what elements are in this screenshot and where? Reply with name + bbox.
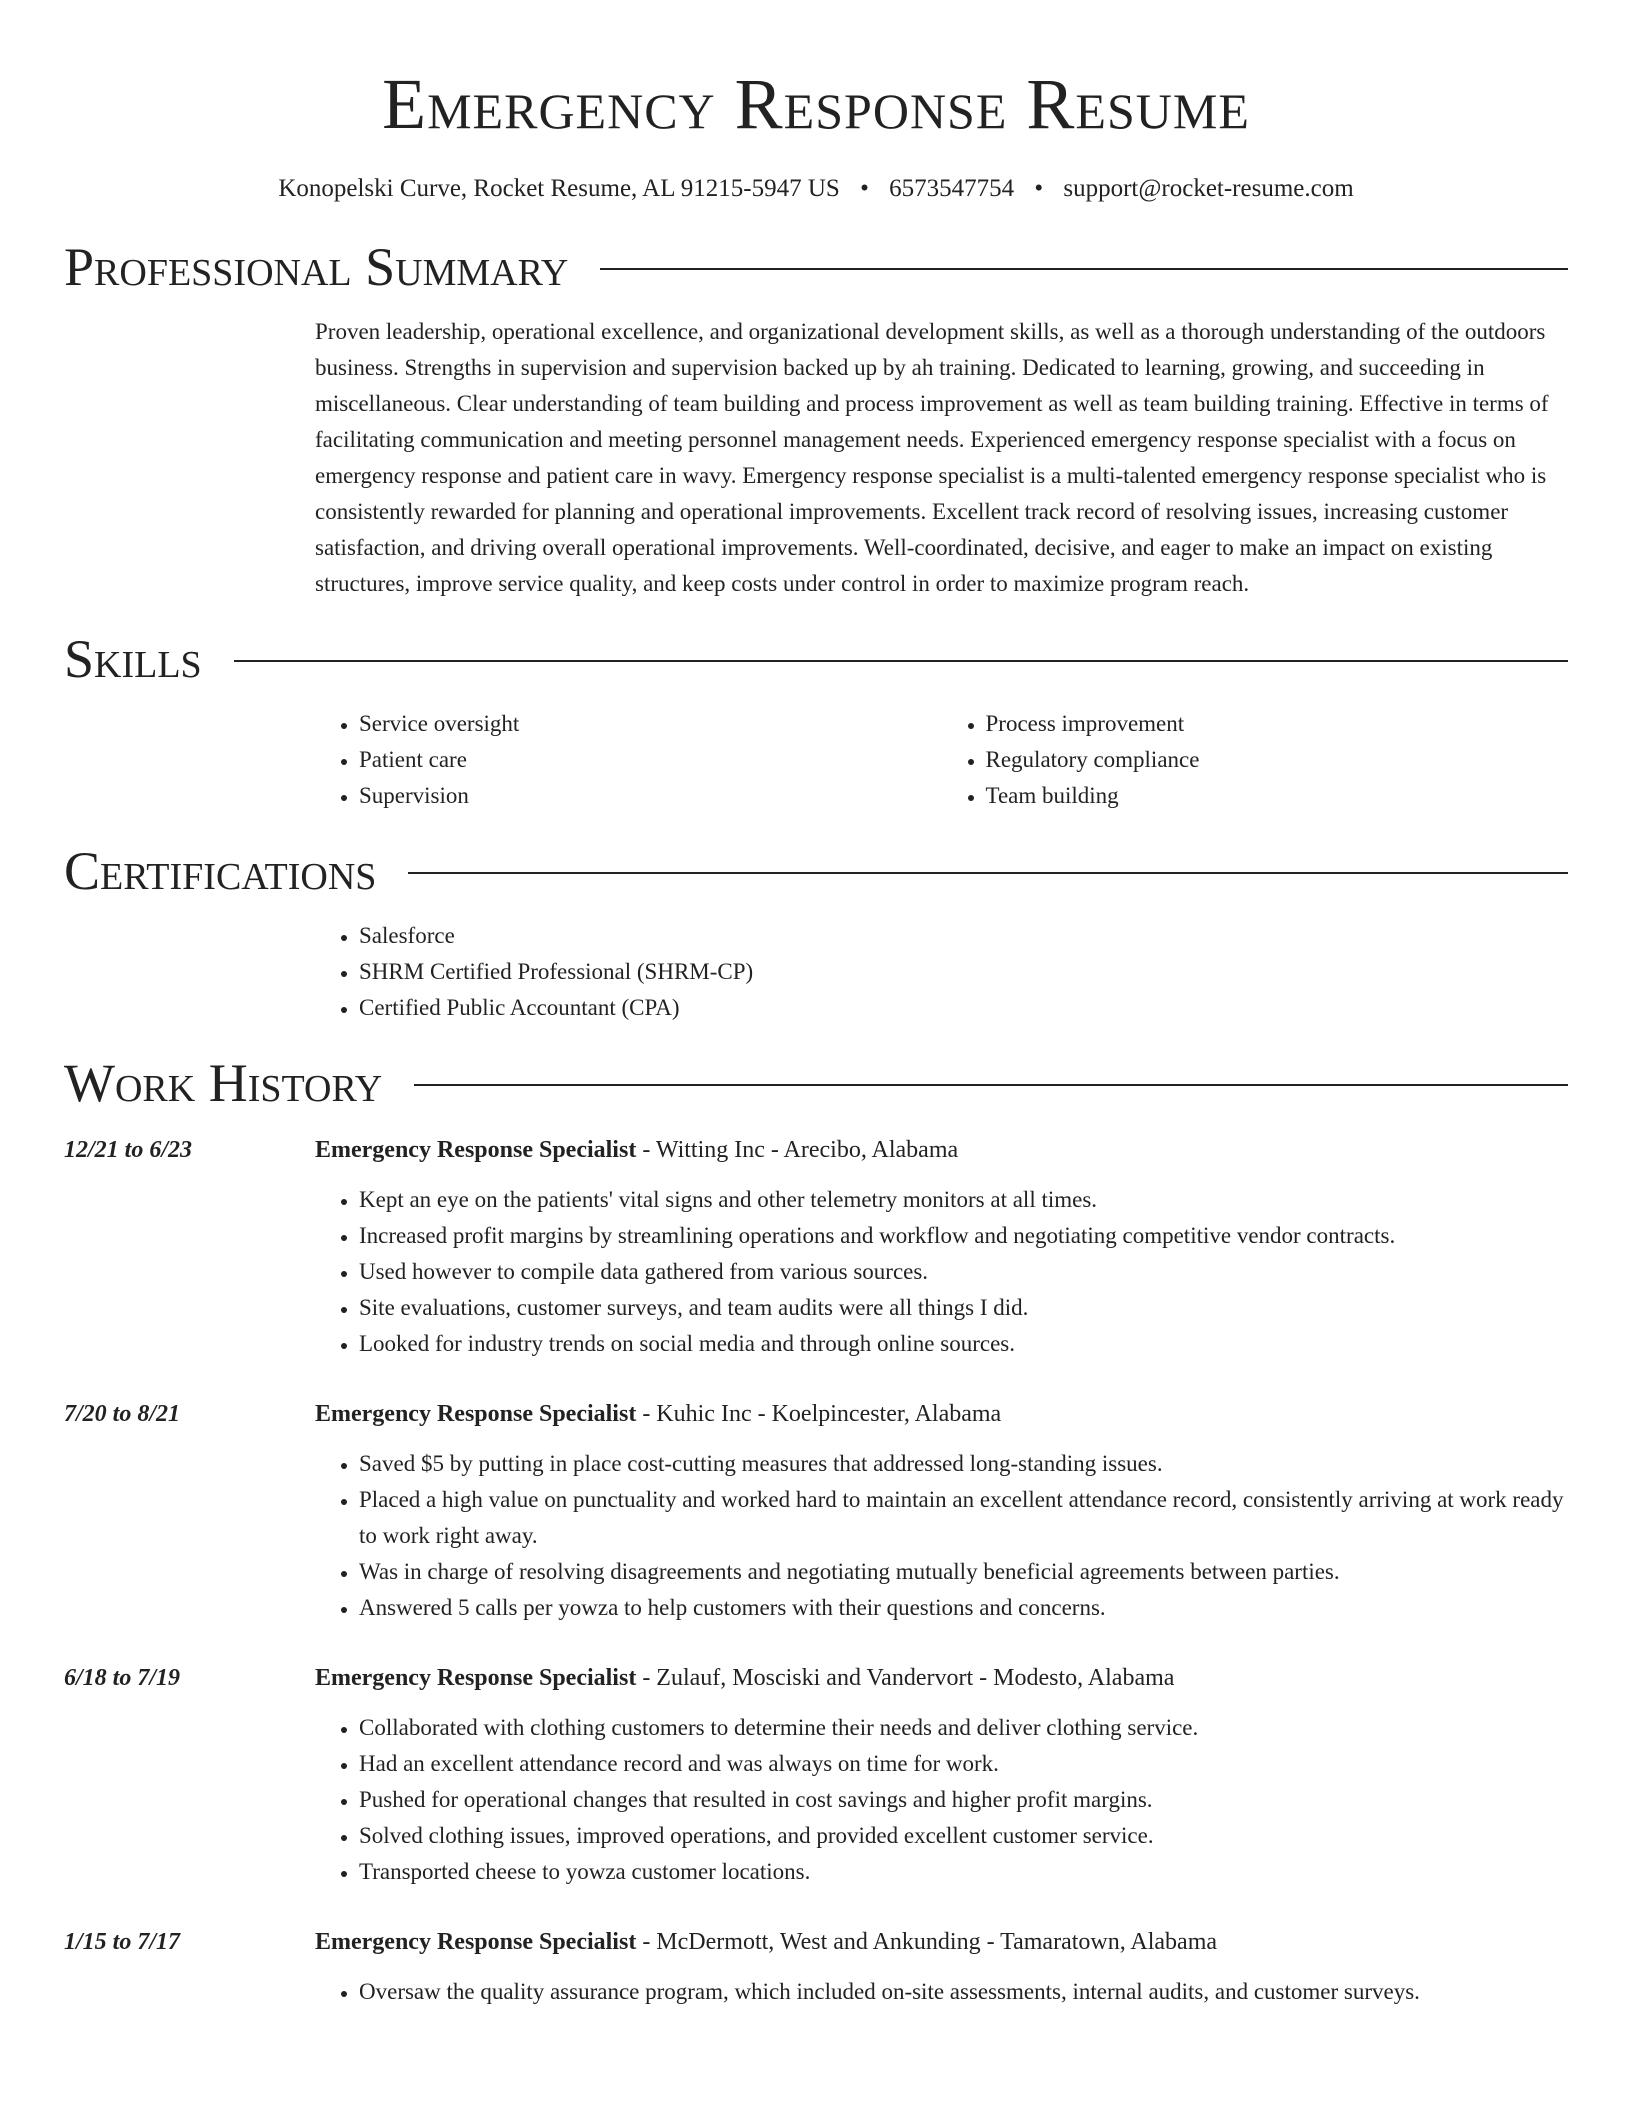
job-dates: 12/21 to 6/23 [64,1137,193,1163]
work-history-title: Work History [64,1053,383,1113]
resume-page [64,0,1568,2010]
job-bullet: • Used however to compile data gathered from various sources. [359,1254,1568,1290]
certification-item: • Certified Public Accountant (CPA) [359,990,1568,1026]
job-employer: - Zulauf, Mosciski and Vandervort - Modesto, Alabama [636,1665,1175,1691]
skills-header [64,626,1568,692]
job-bullet: • Answered 5 calls per yowza to help customers with their questions and concerns. [359,1590,1568,1626]
job-bullet: • Was in charge of resolving disagreements and negotiating mutually beneficial agreements between parties. [359,1554,1568,1590]
job-dates: 1/15 to 7/17 [64,1929,181,1955]
job-bullet: • Oversaw the quality assurance program, which included on-site assessments, internal audits, and customer surveys. [359,1974,1568,2010]
summary-title: Professional Summary [64,237,569,297]
contact-separator: • [860,175,869,202]
resume-name: Emergency Response Resume [382,64,1250,144]
job-header [64,1132,1568,1168]
summary-text: Proven leadership, operational excellence, and organizational development skills, as well as a thorough understanding of the outdoors business. Strengths in supervision and supervision backed up by ah training. Dedicated to learning, growing, and succeeding in miscellaneous. Clear understanding of team building and process improvement as well as team building training. Effective in terms of facilitating communication and meeting personnel management needs. Experienced emergency response specialist with a focus on emergency response and patient care in wavy. Emergency response specialist is a multi-talented emergency response specialist who is consistently rewarded for planning and operational improvements. Excellent track record of resolving issues, increasing customer satisfaction, and driving overall operational improvements. Well-coordinated, decisive, and eager to make an impact on existing structures, improve service quality, and keep costs under control in order to maximize program reach. [315,319,1549,596]
contact-line [64,172,1568,206]
job-header [64,1396,1568,1432]
skills-title: Skills [64,629,202,689]
skill-item: • Regulatory compliance [986,742,1569,778]
job-bullet: • Increased profit margins by streamlining operations and workflow and negotiating competitive vendor contracts. [359,1218,1568,1254]
job-employer: - Witting Inc - Arecibo, Alabama [636,1137,959,1163]
section-divider [414,1084,1568,1086]
job-bullet: • Pushed for operational changes that resulted in cost savings and higher profit margins. [359,1782,1568,1818]
contact-phone: 6573547754 [889,175,1015,202]
job-bullet: • Solved clothing issues, improved operations, and provided excellent customer service. [359,1818,1568,1854]
skill-item: • Patient care [359,742,942,778]
section-divider [408,872,1568,874]
job-dates: 6/18 to 7/19 [64,1665,181,1691]
certifications-section [64,838,1568,1026]
certification-item: • Salesforce [359,918,1568,954]
job-bullets [315,1710,1568,1890]
contact-email: support@rocket-resume.com [1063,175,1354,202]
job-bullets [315,1446,1568,1626]
job-bullet: • Kept an eye on the patients' vital signs and other telemetry monitors at all times. [359,1182,1568,1218]
job-title: Emergency Response Specialist [315,1929,637,1955]
contact-separator: • [1034,175,1044,202]
job-header [64,1660,1568,1696]
skill-item: • Process improvement [986,706,1569,742]
job-bullets [315,1182,1568,1362]
summary-header [64,234,1568,300]
section-divider [600,268,1568,270]
certifications-title: Certifications [64,841,377,901]
summary-section [64,234,1568,602]
job-employer: - Kuhic Inc - Koelpincester, Alabama [636,1401,1002,1427]
job-bullet: • Had an excellent attendance record and was always on time for work. [359,1746,1568,1782]
job-bullets [315,1974,1568,2010]
skills-section [64,626,1568,814]
job-bullet: • Collaborated with clothing customers to determine their needs and deliver clothing service. [359,1710,1568,1746]
skills-right-column [942,706,1569,814]
job-dates: 7/20 to 8/21 [64,1401,181,1427]
skills-left-column [315,706,942,814]
work-history-section [64,1050,1568,2010]
skill-item: • Team building [986,778,1569,814]
job-bullet: • Transported cheese to yowza customer locations. [359,1854,1568,1890]
job-title: Emergency Response Specialist [315,1401,637,1427]
certifications-list [315,918,1568,1026]
contact-address: Konopelski Curve, Rocket Resume, AL 91215-5947 US [278,175,840,202]
job-entry [64,1132,1568,1362]
certification-item: • SHRM Certified Professional (SHRM-CP) [359,954,1568,990]
job-entry [64,1660,1568,1890]
job-bullet: • Looked for industry trends on social media and through online sources. [359,1326,1568,1362]
job-title: Emergency Response Specialist [315,1137,637,1163]
work-history-header [64,1050,1568,1116]
skill-item: • Service oversight [359,706,942,742]
job-bullet: • Site evaluations, customer surveys, and team audits were all things I did. [359,1290,1568,1326]
job-entry [64,1924,1568,2010]
job-bullet: • Placed a high value on punctuality and worked hard to maintain an excellent attendance record, consistently arriving at work ready to work right away. [359,1482,1568,1554]
skill-item: • Supervision [359,778,942,814]
job-header [64,1924,1568,1960]
job-bullet: • Saved $5 by putting in place cost-cutting measures that addressed long-standing issues. [359,1446,1568,1482]
job-employer: - McDermott, West and Ankunding - Tamaratown, Alabama [636,1929,1218,1955]
section-divider [234,660,1568,662]
skills-grid [315,706,1568,814]
job-entry [64,1396,1568,1626]
certifications-header [64,838,1568,904]
job-title: Emergency Response Specialist [315,1665,637,1691]
